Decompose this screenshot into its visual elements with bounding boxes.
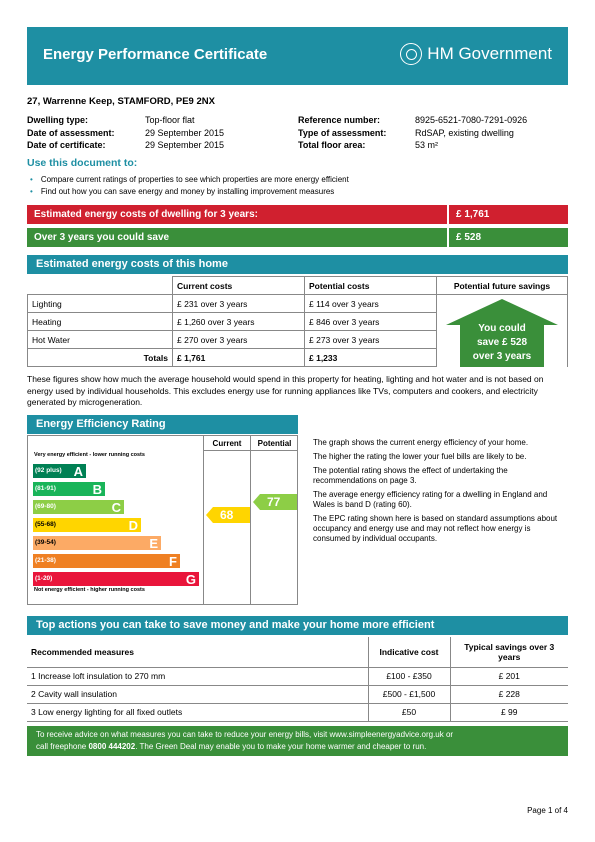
table-cell: Lighting [28, 295, 173, 313]
property-address: 27, Warrenne Keep, STAMFORD, PE9 2NX [27, 96, 215, 107]
details-right [298, 114, 527, 152]
table-header [28, 277, 173, 295]
band-letter: E [149, 536, 158, 551]
band-letter: F [169, 554, 177, 569]
future-savings-text: You could save £ 528 over 3 years [472, 323, 532, 362]
use-document-list [30, 174, 349, 198]
table-cell: £ 114 over 3 years [305, 295, 437, 313]
table-header: Recommended measures [27, 637, 368, 667]
table-cell: 2 Cavity wall insulation [27, 685, 368, 703]
certificate-date-label: Date of certificate: [27, 140, 106, 150]
bullet-icon: • [30, 187, 33, 196]
band-range: (21-38) [35, 557, 56, 564]
table-cell: 1 Increase loft insulation to 270 mm [27, 667, 368, 685]
bullet-icon: • [30, 175, 33, 184]
band-range: (1-20) [35, 575, 53, 582]
table-row [27, 703, 568, 721]
table-cell: £ 231 over 3 years [173, 295, 305, 313]
page-number: Page 1 of 4 [527, 806, 568, 815]
floor-area-label: Total floor area: [298, 140, 366, 150]
table-cell: £ 1,260 over 3 years [173, 313, 305, 331]
dwelling-type-label: Dwelling type: [27, 115, 89, 125]
table-cell: Heating [28, 313, 173, 331]
table-header: Current costs [173, 277, 305, 295]
crest-icon [400, 43, 422, 65]
band-range: (39-54) [35, 539, 56, 546]
potential-rating-value: 77 [267, 495, 281, 509]
hm-government-logo [400, 43, 552, 65]
table-header: Typical savings over 3 years [450, 637, 568, 667]
band-range: (69-80) [35, 503, 56, 510]
top-caption: Very energy efficient - lower running costs [34, 452, 145, 458]
table-cell: £50 [368, 703, 450, 721]
dwelling-type-value: Top-floor flat [145, 115, 195, 125]
bottom-caption: Not energy efficient - higher running costs [34, 587, 145, 593]
table-cell: £ 99 [450, 703, 568, 721]
band-e [33, 536, 161, 550]
band-letter: C [111, 500, 121, 515]
band-letter: A [73, 464, 83, 479]
reference-label: Reference number: [298, 115, 381, 125]
potential-column-heading: Potential [257, 439, 292, 448]
table-row [27, 685, 568, 703]
totals-potential: £ 1,233 [305, 349, 437, 367]
table-header: Indicative cost [368, 637, 450, 667]
band-letter: B [92, 482, 102, 497]
table-header: Potential future savings [437, 277, 568, 295]
table-header: Potential costs [305, 277, 437, 295]
totals-label: Totals [28, 349, 173, 367]
could-save-band [27, 228, 568, 247]
estimated-costs-value: £ 1,761 [447, 205, 568, 224]
assessment-date-label: Date of assessment: [27, 127, 115, 138]
current-column-heading: Current [212, 439, 242, 448]
gov-name: HM Government [427, 44, 552, 63]
freephone-number: 0800 444202 [88, 742, 136, 751]
assessment-type-label: Type of assessment: [298, 127, 387, 138]
table-cell: £500 - £1,500 [368, 685, 450, 703]
table-cell: £ 228 [450, 685, 568, 703]
reference-value: 8925-6521-7080-7291-0926 [415, 115, 528, 125]
advice-footer: To receive advice on what measures you can take to reduce your energy bills, visit www.simpleenergyadvice.org.uk or call freephone 0800 444202. The Green Deal may enable you to make your home warmer and cheaper to run. [27, 726, 568, 756]
page-title: Energy Performance Certificate [43, 46, 268, 63]
band-f [33, 554, 180, 568]
use-document-heading: Use this document to: [27, 157, 138, 169]
header-banner [27, 27, 568, 85]
table-cell: Hot Water [28, 331, 173, 349]
table-header-row [28, 277, 568, 295]
band-range: (81-91) [35, 485, 56, 492]
assessment-type-value: RdSAP, existing dwelling [415, 127, 514, 138]
table-header-row [27, 637, 568, 667]
could-save-label: Over 3 years you could save [34, 232, 170, 243]
table-cell: £100 - £350 [368, 667, 450, 685]
band-letter: D [128, 518, 138, 533]
assessment-date-value: 29 September 2015 [145, 127, 225, 138]
estimated-costs-label: Estimated energy costs of dwelling for 3 years: [34, 209, 258, 220]
costs-explanation: These figures show how much the average household would spend in this property for heating, lighting and hot water and is not based on energy used by individual households. This excludes energy use for running appliances like TVs, computers and cookers, and electricity generated by microgeneration. [27, 374, 544, 407]
actions-table [27, 637, 568, 722]
band-b [33, 482, 105, 496]
band-letter: G [185, 572, 196, 587]
certificate-date-value: 29 September 2015 [145, 140, 225, 150]
efficiency-explanation: The graph shows the current energy efficiency of your home. The higher the rating the lower your fuel bills are likely to be. The potential rating shows the effect of undertaking the recommendations on page 3. The average energy efficiency rating for a dwelling in England and Wales is band D (rating 60). The EPC rating shown here is based on standard assumptions about occupancy and energy use and may not reflect how energy is consumed by individual occupants. [313, 438, 558, 543]
table-cell: £ 273 over 3 years [305, 331, 437, 349]
list-item: • Compare current ratings of properties to see which properties are more energy efficient [30, 175, 349, 184]
actions-section-heading: Top actions you can take to save money and make your home more efficient [27, 616, 568, 635]
table-cell: 3 Low energy lighting for all fixed outlets [27, 703, 368, 721]
current-rating-value: 68 [220, 508, 234, 522]
list-item: • Find out how you can save energy and money by installing improvement measures [30, 187, 335, 196]
efficiency-section-heading: Energy Efficiency Rating [27, 415, 298, 434]
band-a [33, 464, 86, 478]
table-cell: £ 846 over 3 years [305, 313, 437, 331]
could-save-value: £ 528 [447, 228, 568, 247]
band-c [33, 500, 124, 514]
estimated-costs-band [27, 205, 568, 224]
band-range: (55-68) [35, 521, 56, 528]
details-left [27, 114, 224, 152]
band-range: (92 plus) [35, 467, 62, 474]
totals-current: £ 1,761 [173, 349, 305, 367]
table-cell: £ 201 [450, 667, 568, 685]
band-d [33, 518, 141, 532]
table-row [27, 667, 568, 685]
table-cell: £ 270 over 3 years [173, 331, 305, 349]
band-g [33, 572, 199, 586]
floor-area-value: 53 m² [415, 140, 439, 150]
costs-section-heading: Estimated energy costs of this home [27, 255, 568, 274]
